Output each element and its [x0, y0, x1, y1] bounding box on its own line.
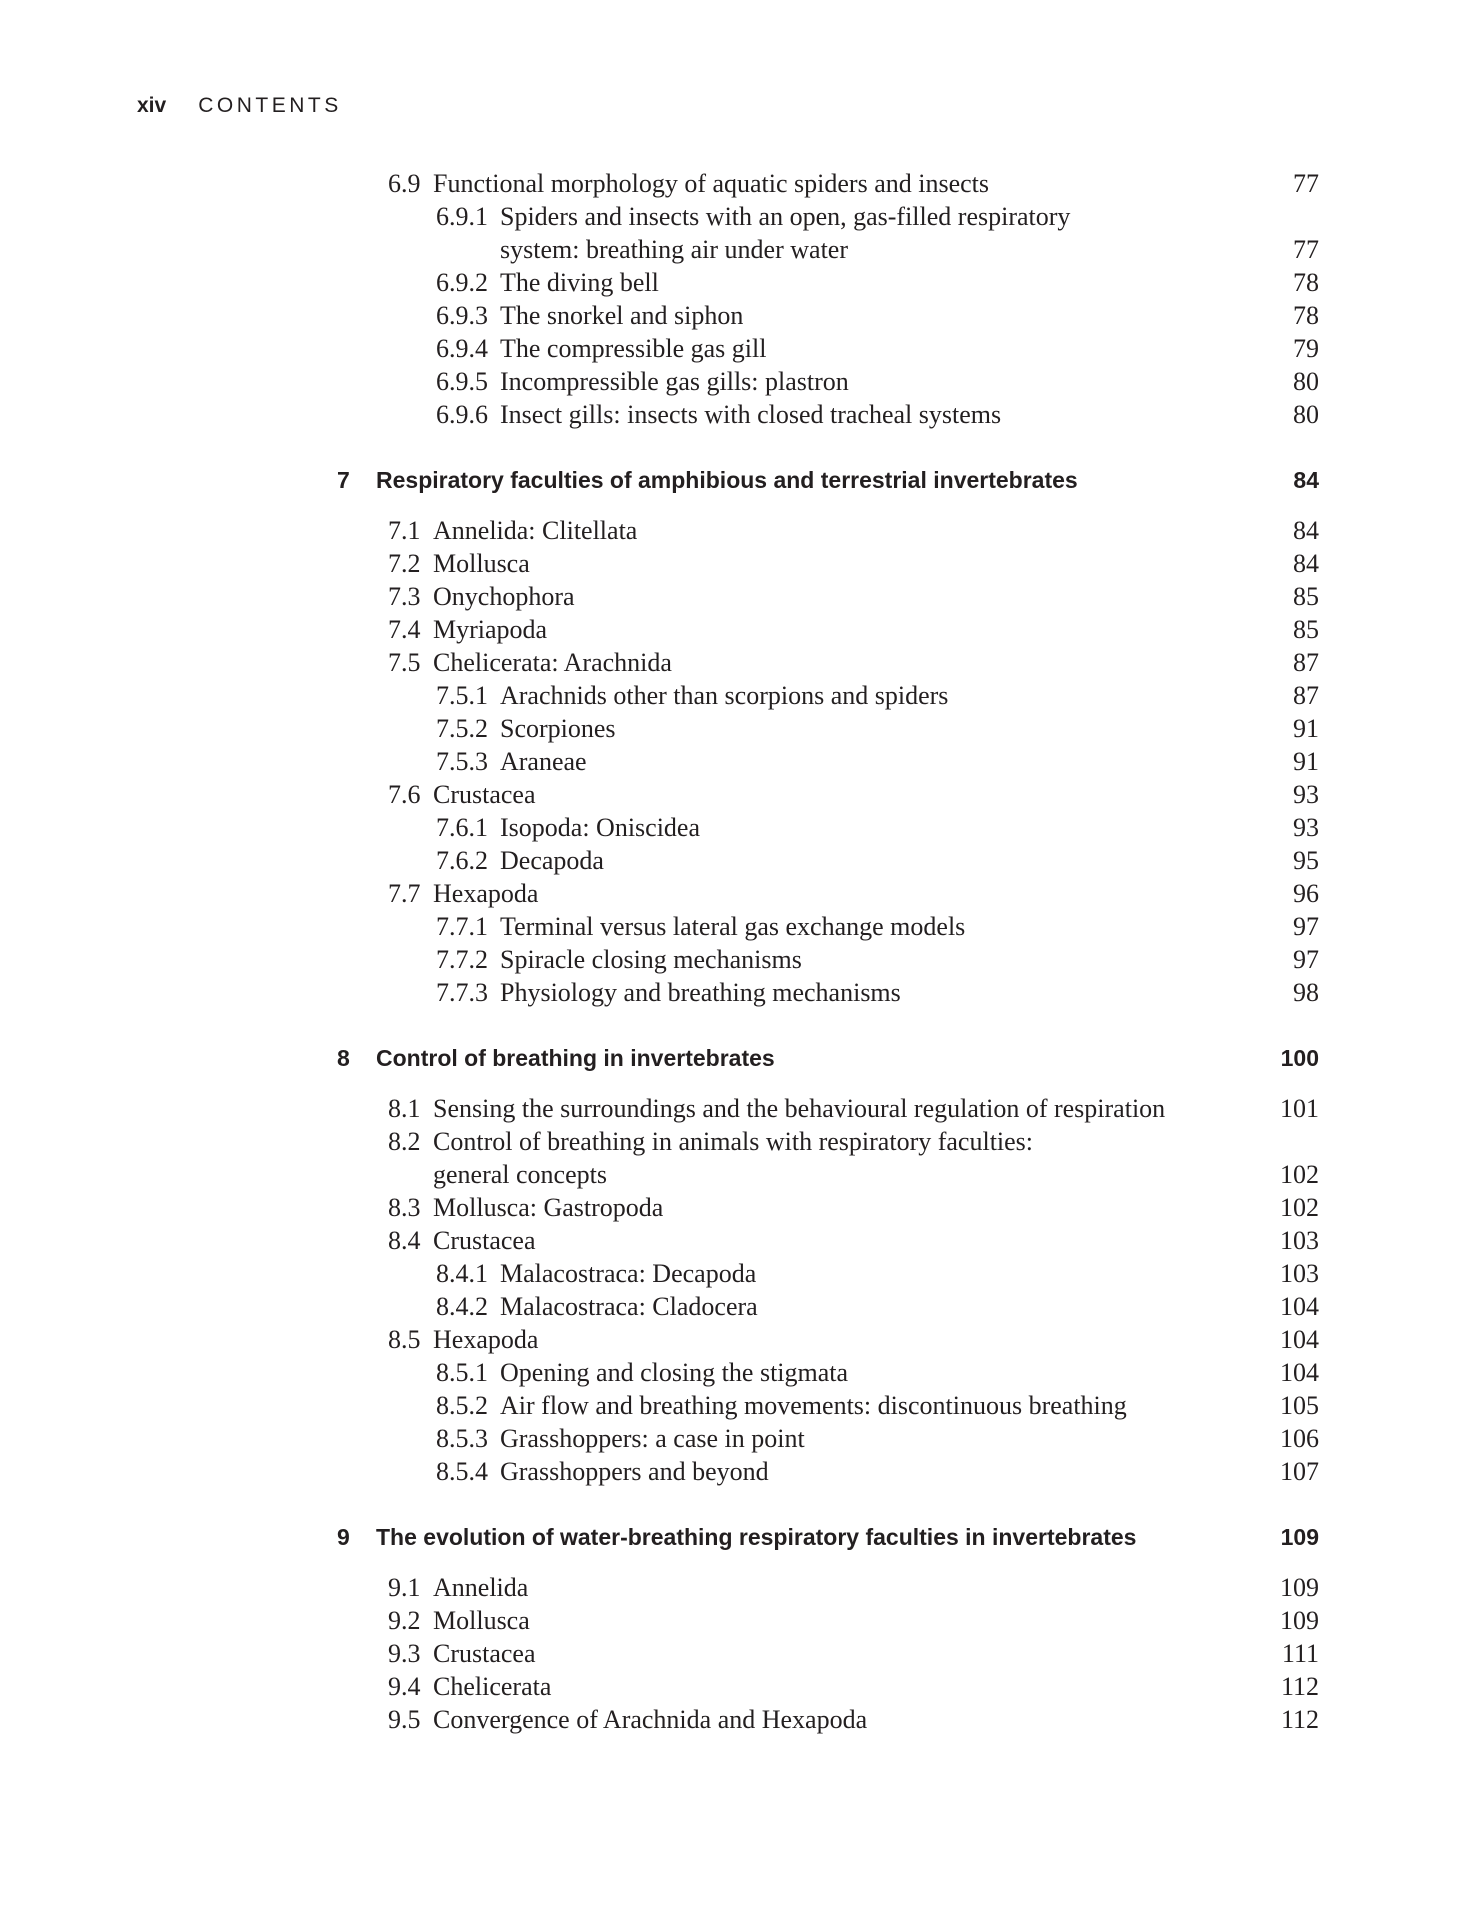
entry-title: Grasshoppers: a case in point [500, 1424, 805, 1453]
entry-title: system: breathing air under water [500, 235, 848, 264]
entry-page: 101 [1280, 1094, 1319, 1123]
entry-number: 9.2 [388, 1606, 421, 1635]
entry-page: 103 [1280, 1259, 1319, 1288]
entry-page: 97 [1293, 912, 1319, 941]
entry-title: Incompressible gas gills: plastron [500, 367, 849, 396]
chapter-title: The evolution of water-breathing respiratory faculties in invertebrates [376, 1524, 1137, 1550]
entry-page: 107 [1280, 1457, 1319, 1486]
entry-title: Chelicerata: Arachnida [433, 648, 672, 677]
entry-page: 93 [1293, 813, 1319, 842]
entry-title: Functional morphology of aquatic spiders and insects [433, 169, 990, 198]
entry-title: Crustacea [433, 780, 536, 809]
entry-title: Grasshoppers and beyond [500, 1457, 769, 1486]
entry-number: 7.4 [388, 615, 421, 644]
entry-title: The snorkel and siphon [500, 301, 744, 330]
entry-title: Mollusca [433, 1606, 530, 1635]
entry-page: 109 [1280, 1573, 1319, 1602]
entry-number: 9.3 [388, 1639, 421, 1668]
entry-title: Malacostraca: Decapoda [500, 1259, 757, 1288]
entry-title: Araneae [500, 747, 587, 776]
entry-title: Crustacea [433, 1639, 536, 1668]
entry-title: The diving bell [500, 268, 659, 297]
entry-title: Terminal versus lateral gas exchange models [500, 912, 966, 941]
entry-page: 112 [1280, 1672, 1319, 1701]
entry-page: 87 [1293, 648, 1319, 677]
entry-page: 104 [1280, 1292, 1319, 1321]
entry-page: 91 [1293, 747, 1319, 776]
entry-number: 7.2 [388, 549, 421, 578]
entry-page: 84 [1293, 516, 1319, 545]
entry-number: 8.5.2 [436, 1391, 488, 1420]
entry-title: Chelicerata [433, 1672, 552, 1701]
entry-page: 102 [1280, 1193, 1319, 1222]
entry-number: 7.6.2 [436, 846, 488, 875]
entry-page: 98 [1293, 978, 1319, 1007]
entry-title: Opening and closing the stigmata [500, 1358, 849, 1387]
entry-number: 7.3 [388, 582, 421, 611]
entry-page: 78 [1293, 268, 1319, 297]
entry-number: 6.9.3 [436, 301, 488, 330]
entry-page: 111 [1281, 1639, 1319, 1668]
chapter-title: Respiratory faculties of amphibious and terrestrial invertebrates [376, 467, 1078, 493]
entry-title: Malacostraca: Cladocera [500, 1292, 758, 1321]
entry-title: general concepts [433, 1160, 607, 1189]
entry-number: 6.9.5 [436, 367, 488, 396]
entry-page: 97 [1293, 945, 1319, 974]
entry-number: 7.7.2 [436, 945, 488, 974]
entry-title: Spiders and insects with an open, gas-filled respiratory [500, 202, 1071, 231]
entry-page: 105 [1280, 1391, 1319, 1420]
entry-number: 8.2 [388, 1127, 421, 1156]
chapter-page: 84 [1293, 467, 1319, 493]
entry-page: 77 [1293, 169, 1319, 198]
entry-number: 8.5.3 [436, 1424, 488, 1453]
entry-title: Annelida: Clitellata [433, 516, 638, 545]
entry-number: 9.4 [388, 1672, 421, 1701]
entry-title: Insect gills: insects with closed tracheal systems [500, 400, 1002, 429]
entry-title: Hexapoda [433, 879, 539, 908]
chapter-number: 9 [337, 1524, 350, 1550]
entry-page: 77 [1293, 235, 1319, 264]
entry-number: 7.7.3 [436, 978, 488, 1007]
entry-number: 8.4 [388, 1226, 421, 1255]
entry-number: 7.1 [388, 516, 421, 545]
entry-number: 6.9.6 [436, 400, 488, 429]
entry-title: Physiology and breathing mechanisms [500, 978, 901, 1007]
entry-page: 109 [1280, 1606, 1319, 1635]
chapter-number: 7 [337, 467, 350, 493]
entry-number: 8.5 [388, 1325, 421, 1354]
entry-title: Air flow and breathing movements: discontinuous breathing [500, 1391, 1127, 1420]
entry-number: 7.5.1 [436, 681, 488, 710]
entry-number: 7.6 [388, 780, 421, 809]
entry-page: 104 [1280, 1325, 1319, 1354]
entry-number: 8.5.1 [436, 1358, 488, 1387]
entry-number: 8.3 [388, 1193, 421, 1222]
entry-page: 80 [1293, 367, 1319, 396]
entry-title: Mollusca [433, 549, 530, 578]
entry-number: 7.5 [388, 648, 421, 677]
entry-page: 84 [1293, 549, 1319, 578]
entry-title: Scorpiones [500, 714, 616, 743]
entry-title: Myriapoda [433, 615, 548, 644]
entry-title: Hexapoda [433, 1325, 539, 1354]
entry-title: Arachnids other than scorpions and spiders [500, 681, 949, 710]
entry-number: 8.4.1 [436, 1259, 488, 1288]
entry-title: Convergence of Arachnida and Hexapoda [433, 1705, 868, 1734]
entry-number: 8.4.2 [436, 1292, 488, 1321]
entry-number: 7.6.1 [436, 813, 488, 842]
entry-page: 112 [1280, 1705, 1319, 1734]
entry-number: 6.9.4 [436, 334, 488, 363]
entry-page: 103 [1280, 1226, 1319, 1255]
entry-page: 104 [1280, 1358, 1319, 1387]
entry-title: Annelida [433, 1573, 529, 1602]
entry-page: 106 [1280, 1424, 1319, 1453]
chapter-page: 100 [1280, 1045, 1319, 1071]
entry-page: 91 [1293, 714, 1319, 743]
entry-number: 6.9 [388, 169, 421, 198]
entry-number: 7.7 [388, 879, 421, 908]
entry-page: 95 [1293, 846, 1319, 875]
chapter-title: Control of breathing in invertebrates [376, 1045, 775, 1071]
entry-number: 7.7.1 [436, 912, 488, 941]
entry-title: Isopoda: Oniscidea [500, 813, 701, 842]
entry-number: 6.9.2 [436, 268, 488, 297]
entry-number: 9.1 [388, 1573, 421, 1602]
entry-number: 8.1 [388, 1094, 421, 1123]
entry-title: The compressible gas gill [500, 334, 767, 363]
entry-page: 85 [1293, 615, 1319, 644]
entry-title: Onychophora [433, 582, 575, 611]
entry-title: Spiracle closing mechanisms [500, 945, 802, 974]
entry-page: 93 [1293, 780, 1319, 809]
entry-page: 80 [1293, 400, 1319, 429]
chapter-page: 109 [1280, 1524, 1319, 1550]
entry-page: 78 [1293, 301, 1319, 330]
entry-number: 7.5.2 [436, 714, 488, 743]
entry-page: 96 [1293, 879, 1319, 908]
entry-number: 7.5.3 [436, 747, 488, 776]
entry-page: 85 [1293, 582, 1319, 611]
running-title: CONTENTS [198, 94, 342, 117]
entry-title: Crustacea [433, 1226, 536, 1255]
entry-title: Control of breathing in animals with respiratory faculties: [433, 1127, 1034, 1156]
entry-title: Decapoda [500, 846, 604, 875]
chapter-number: 8 [337, 1045, 350, 1071]
entry-page: 79 [1293, 334, 1319, 363]
entry-title: Sensing the surroundings and the behavioural regulation of respiration [433, 1094, 1166, 1123]
entry-page: 102 [1280, 1160, 1319, 1189]
page-number: xiv [137, 94, 167, 117]
entry-number: 6.9.1 [436, 202, 488, 231]
entry-page: 87 [1293, 681, 1319, 710]
entry-title: Mollusca: Gastropoda [433, 1193, 664, 1222]
entry-number: 9.5 [388, 1705, 421, 1734]
entry-number: 8.5.4 [436, 1457, 488, 1486]
